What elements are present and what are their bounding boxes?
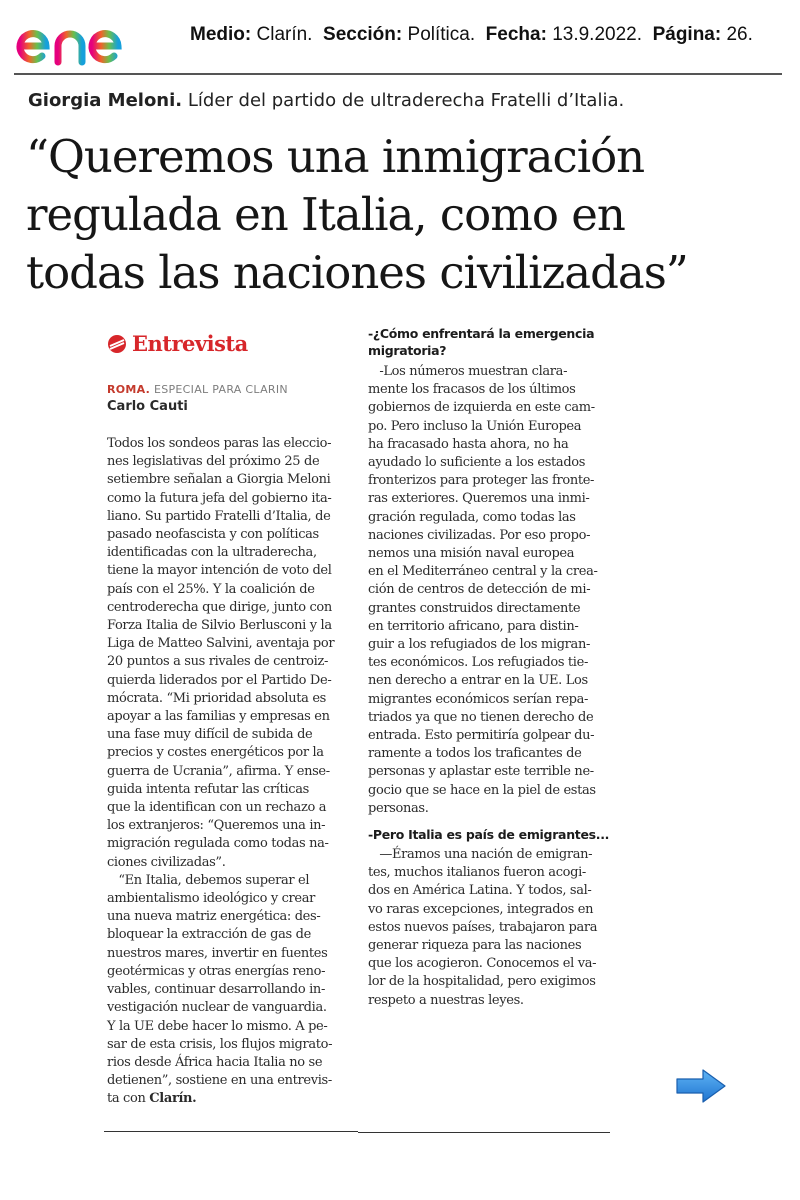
dateline-city: ROMA. bbox=[107, 383, 151, 396]
text-line: migración regulada como todas na- bbox=[107, 836, 329, 852]
text-line: gocio que se hace en la piel de estas bbox=[368, 782, 596, 798]
text-line: los extranjeros: “Queremos una in- bbox=[107, 818, 326, 834]
medio-label: Medio: bbox=[190, 24, 252, 45]
text-line: Todos los sondeos paras las eleccio- bbox=[107, 436, 332, 451]
text-line: 20 puntos a sus rivales de centroiz- bbox=[107, 654, 329, 670]
article-column-left bbox=[107, 435, 339, 1109]
text-line: -Los números muestran clara- bbox=[368, 364, 568, 379]
text-line: vestigación nuclear de vanguardia. bbox=[107, 1000, 327, 1016]
question-line: -Pero Italia es país de emigrantes... bbox=[368, 827, 610, 842]
text-line: migrantes económicos serían repa- bbox=[368, 691, 589, 707]
text-line: ciones civilizadas”. bbox=[107, 854, 226, 870]
header-divider bbox=[14, 73, 782, 75]
text-line: tes, muchos italianos fueron acogi- bbox=[368, 865, 586, 881]
text-line: po. Pero incluso la Unión Europea bbox=[368, 418, 582, 434]
text-line: triados ya que no tienen derecho de bbox=[368, 709, 594, 725]
pagina-value: 26. bbox=[726, 24, 753, 45]
text-line: quierda liderados por el Partido De- bbox=[107, 672, 332, 688]
text-line: dos en América Latina. Y todos, sal- bbox=[368, 883, 592, 899]
text-line: “En Italia, debemos superar el bbox=[107, 872, 310, 888]
text-line-fragment: ta con bbox=[107, 1091, 146, 1107]
kicker-text: Líder del partido de ultraderecha Fratelli d’Italia. bbox=[187, 90, 625, 111]
text-line: que los acogieron. Conocemos el va- bbox=[368, 956, 597, 972]
footer-divider bbox=[358, 1132, 610, 1133]
text-line: nemos una misión naval europea bbox=[368, 546, 575, 562]
text-line: tes económicos. Los refugiados tie- bbox=[368, 655, 589, 671]
kicker-name: Giorgia Meloni. bbox=[28, 90, 183, 111]
seccion-label: Sección: bbox=[323, 24, 403, 45]
question-2 bbox=[368, 826, 609, 843]
seccion-value: Política. bbox=[407, 24, 476, 45]
headline-line: todas las naciones civilizadas” bbox=[26, 246, 688, 299]
text-line: grantes construidos directamente bbox=[368, 600, 581, 616]
text-line: liano. Su partido Fratelli d’Italia, de bbox=[107, 508, 331, 524]
text-line: mente los fracasos de los últimos bbox=[368, 382, 576, 398]
text-line: una fase muy difícil de subida de bbox=[107, 727, 313, 743]
dateline-text: ESPECIAL PARA CLARIN bbox=[153, 383, 288, 396]
text-line: —Éramos una nación de emigran- bbox=[368, 847, 593, 862]
text-line: una nueva matriz energética: des- bbox=[107, 909, 321, 925]
text-line: estos nuevos países, trabajaron para bbox=[368, 919, 598, 935]
text-line: lor de la hospitalidad, pero exigimos bbox=[368, 974, 596, 990]
dateline bbox=[107, 383, 288, 396]
pagina-label: Página: bbox=[652, 24, 722, 45]
text-line: personas y aplastar este terrible ne- bbox=[368, 764, 594, 780]
text-line: fronterizos para proteger las fronte- bbox=[368, 473, 595, 489]
text-line: nes legislativas del próximo 25 de bbox=[107, 454, 320, 470]
text-line: pasado neofascista y con políticas bbox=[107, 527, 319, 543]
text-line: entrada. Esto permitiría golpear du- bbox=[368, 728, 595, 744]
text-line: ayudado lo suficiente a los estados bbox=[368, 455, 586, 471]
enel-logo bbox=[16, 6, 168, 70]
headline-line: “Queremos una inmigración bbox=[26, 130, 645, 183]
fecha-label: Fecha: bbox=[485, 24, 547, 45]
text-line: apoyar a las familias y empresas en bbox=[107, 709, 330, 725]
text-line: identificadas con la ultraderecha, bbox=[107, 545, 317, 561]
text-line: Forza Italia de Silvio Berlusconi y la bbox=[107, 618, 332, 634]
text-line: como la futura jefa del gobierno ita- bbox=[107, 490, 332, 506]
text-line: ramente a todos los traficantes de bbox=[368, 746, 582, 762]
text-line: gración regulada, como todas las bbox=[368, 509, 576, 525]
text-line: personas. bbox=[368, 800, 429, 816]
text-line: guerra de Ucrania”, afirma. Y ense- bbox=[107, 763, 330, 779]
text-line: nuestros mares, invertir en fuentes bbox=[107, 945, 328, 961]
text-line: respeto a nuestras leyes. bbox=[368, 992, 524, 1008]
text-line: geotérmicas y otras energías reno- bbox=[107, 963, 326, 979]
next-arrow-icon[interactable] bbox=[675, 1068, 727, 1104]
fecha-value: 13.9.2022. bbox=[552, 24, 643, 45]
text-line: setiembre señalan a Giorgia Meloni bbox=[107, 472, 331, 488]
text-line: generar riqueza para las naciones bbox=[368, 938, 582, 954]
text-line: naciones civilizadas. Por eso propo- bbox=[368, 527, 591, 543]
text-line: sar de esta crisis, los flujos migrato- bbox=[107, 1036, 333, 1052]
text-line: tiene la mayor intención de voto del bbox=[107, 563, 332, 579]
text-line: detienen”, sostiene en una entrevis- bbox=[107, 1073, 332, 1089]
question-line: migratoria? bbox=[368, 343, 447, 358]
byline: Carlo Cauti bbox=[107, 399, 188, 414]
text-line: en el Mediterráneo central y la crea- bbox=[368, 564, 598, 580]
kicker bbox=[28, 90, 624, 111]
text-line: Y la UE debe hacer lo mismo. A pe- bbox=[107, 1018, 328, 1034]
section-tag-label: Entrevista bbox=[132, 331, 248, 356]
text-line: nen derecho a entrar en la UE. Los bbox=[368, 673, 588, 689]
text-line: centroderecha que dirige, junto con bbox=[107, 599, 332, 615]
text-line: Liga de Matteo Salvini, aventaja por bbox=[107, 636, 335, 652]
text-line: en territorio africano, para distin- bbox=[368, 618, 579, 634]
text-line: ción de centros de detección de mi- bbox=[368, 582, 591, 598]
text-line: guida intenta refutar las críticas bbox=[107, 781, 309, 797]
text-line: vo raras excepciones, integrados en bbox=[368, 901, 594, 917]
text-line: ras exteriores. Queremos una inmi- bbox=[368, 491, 590, 507]
text-line: rios desde África hacia Italia no se bbox=[107, 1054, 323, 1070]
text-line: bloquear la extracción de gas de bbox=[107, 927, 311, 943]
footer-divider bbox=[104, 1131, 358, 1132]
question-line: -¿Cómo enfrentará la emergencia bbox=[368, 326, 595, 341]
text-line: gobiernos de izquierda en este cam- bbox=[368, 400, 595, 416]
text-line: precios y costes energéticos por la bbox=[107, 745, 324, 761]
medio-value: Clarín. bbox=[256, 24, 313, 45]
section-tag bbox=[106, 331, 248, 356]
publication-meta bbox=[190, 24, 753, 46]
article-column-right bbox=[368, 363, 600, 818]
article-column-right-2 bbox=[368, 846, 600, 1010]
headline bbox=[26, 128, 786, 302]
text-line-last bbox=[107, 1090, 339, 1108]
text-line: mócrata. “Mi prioridad absoluta es bbox=[107, 690, 326, 706]
text-line: país con el 25%. Y la coalición de bbox=[107, 581, 315, 597]
clarin-mark-icon bbox=[106, 333, 128, 355]
text-line: guir a los refugiados de los migran- bbox=[368, 637, 591, 653]
text-line: ambientalismo ideológico y crear bbox=[107, 891, 316, 907]
text-line: vables, continuar desarrollando in- bbox=[107, 982, 325, 998]
text-line: que la identifican con un rechazo a bbox=[107, 800, 327, 816]
text-line: ha fracasado hasta ahora, no ha bbox=[368, 436, 569, 452]
signoff: Clarín. bbox=[149, 1091, 197, 1107]
headline-line: regulada en Italia, como en bbox=[26, 188, 625, 241]
question-1 bbox=[368, 325, 594, 359]
